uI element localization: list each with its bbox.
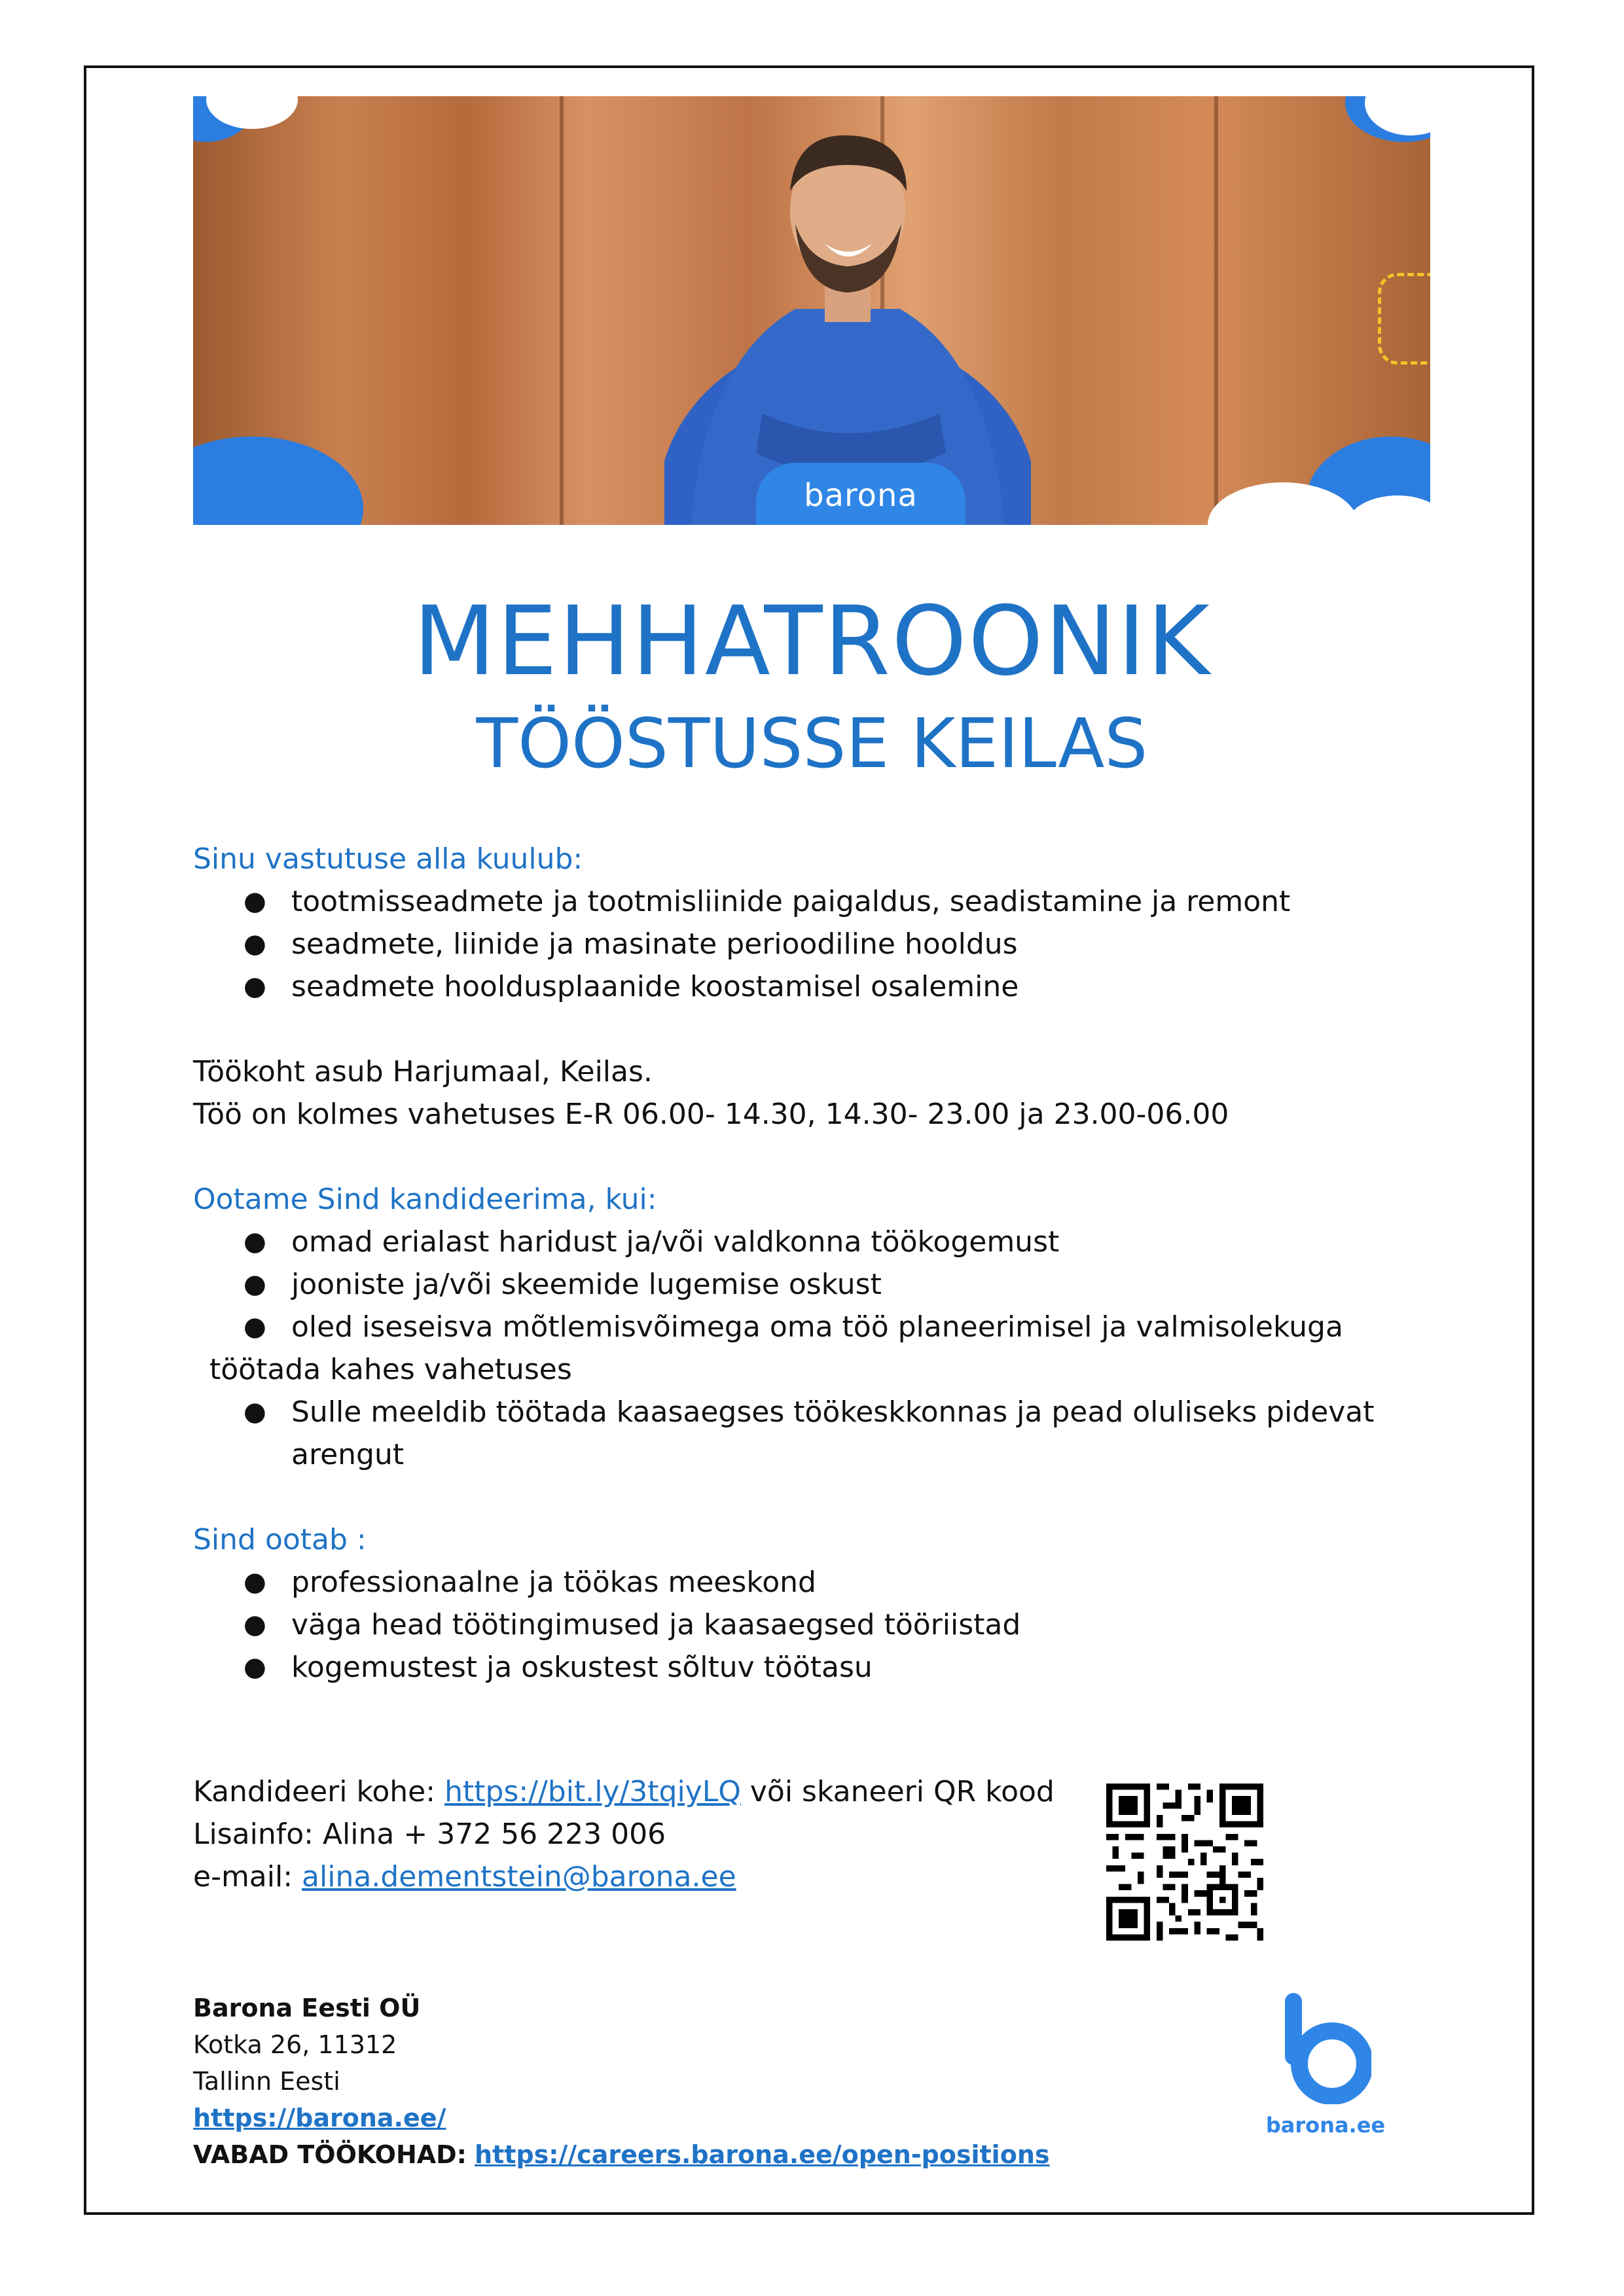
- page-title: MEHHATROONIK: [413, 586, 1211, 697]
- dashed-line-decoration: [1378, 273, 1430, 365]
- bullet-icon: ●: [244, 971, 266, 1001]
- company-website-line: [193, 2100, 446, 2136]
- open-positions-label: VABAD TÖÖKOHAD:: [193, 2140, 467, 2169]
- list-item-continuation: arengut: [291, 1438, 405, 1471]
- bullet-icon: ●: [244, 1269, 266, 1299]
- email-link[interactable]: alina.dementstein@barona.ee: [302, 1860, 736, 1893]
- offer-heading: Sind ootab :: [193, 1523, 367, 1556]
- apply-link[interactable]: https://bit.ly/3tqiyLQ: [444, 1775, 741, 1808]
- email-line: [193, 1856, 736, 1898]
- company-address-line1: Kotka 26, 11312: [193, 2030, 397, 2059]
- hero-banner: [193, 96, 1430, 525]
- list-item: kogemustest ja oskustest sõltuv töötasu: [291, 1651, 873, 1684]
- bullet-icon: ●: [244, 1567, 266, 1597]
- list-item: oled iseseisva mõtlemisvõimega oma töö planeerimisel ja valmisolekuga: [291, 1310, 1343, 1344]
- bullet-icon: ●: [244, 1609, 266, 1640]
- list-item: professionaalne ja töökas meeskond: [291, 1566, 816, 1599]
- list-item-continuation: töötada kahes vahetuses: [209, 1353, 572, 1386]
- list-item: Sulle meeldib töötada kaasaegses töökeskkonnas ja pead oluliseks pidevat: [291, 1395, 1375, 1429]
- apply-line: [193, 1770, 1055, 1813]
- barona-banner-logo: barona: [756, 463, 965, 525]
- list-item: tootmisseadmete ja tootmisliinide paigaldus, seadistamine ja remont: [291, 885, 1291, 918]
- requirements-heading: Ootame Sind kandideerima, kui:: [193, 1183, 657, 1216]
- open-positions-link[interactable]: https://careers.barona.ee/open-positions: [475, 2140, 1050, 2169]
- page-subtitle: TÖÖSTUSSE KEILAS: [476, 704, 1148, 783]
- workplace-shifts: Töö on kolmes vahetuses E-R 06.00- 14.30, 14.30- 23.00 ja 23.00-06.00: [193, 1098, 1229, 1131]
- contact-info: Lisainfo: Alina + 372 56 223 006: [193, 1818, 666, 1851]
- apply-label: Kandideeri kohe:: [193, 1775, 436, 1808]
- responsibilities-heading: Sinu vastutuse alla kuulub:: [193, 842, 583, 876]
- open-positions-line: [193, 2136, 1050, 2173]
- bullet-icon: ●: [244, 1652, 266, 1682]
- company-website-link[interactable]: https://barona.ee/: [193, 2104, 446, 2132]
- apply-suffix: või skaneeri QR kood: [749, 1775, 1055, 1808]
- list-item: väga head töötingimused ja kaasaegsed tööriistad: [291, 1608, 1021, 1641]
- bullet-icon: ●: [244, 1227, 266, 1257]
- list-item: seadmete, liinide ja masinate perioodiline hooldus: [291, 927, 1018, 961]
- qr-code[interactable]: [1106, 1784, 1263, 1941]
- company-name: Barona Eesti OÜ: [193, 1994, 421, 2022]
- list-item: jooniste ja/või skeemide lugemise oskust: [291, 1268, 882, 1301]
- list-item: seadmete hooldusplaanide koostamisel osalemine: [291, 970, 1019, 1003]
- barona-b-logo-icon: [1280, 1993, 1371, 2104]
- bullet-icon: ●: [244, 1312, 266, 1342]
- bullet-icon: ●: [244, 886, 266, 916]
- blue-blob-decoration: [193, 437, 363, 525]
- barona-logo-text: barona.ee: [1265, 2113, 1386, 2138]
- workplace-location: Töökoht asub Harjumaal, Keilas.: [193, 1055, 653, 1088]
- bullet-icon: ●: [244, 929, 266, 959]
- company-address-line2: Tallinn Eesti: [193, 2067, 340, 2096]
- email-label: e-mail:: [193, 1860, 293, 1893]
- bullet-icon: ●: [244, 1397, 266, 1427]
- list-item: omad erialast haridust ja/või valdkonna töökogemust: [291, 1225, 1060, 1259]
